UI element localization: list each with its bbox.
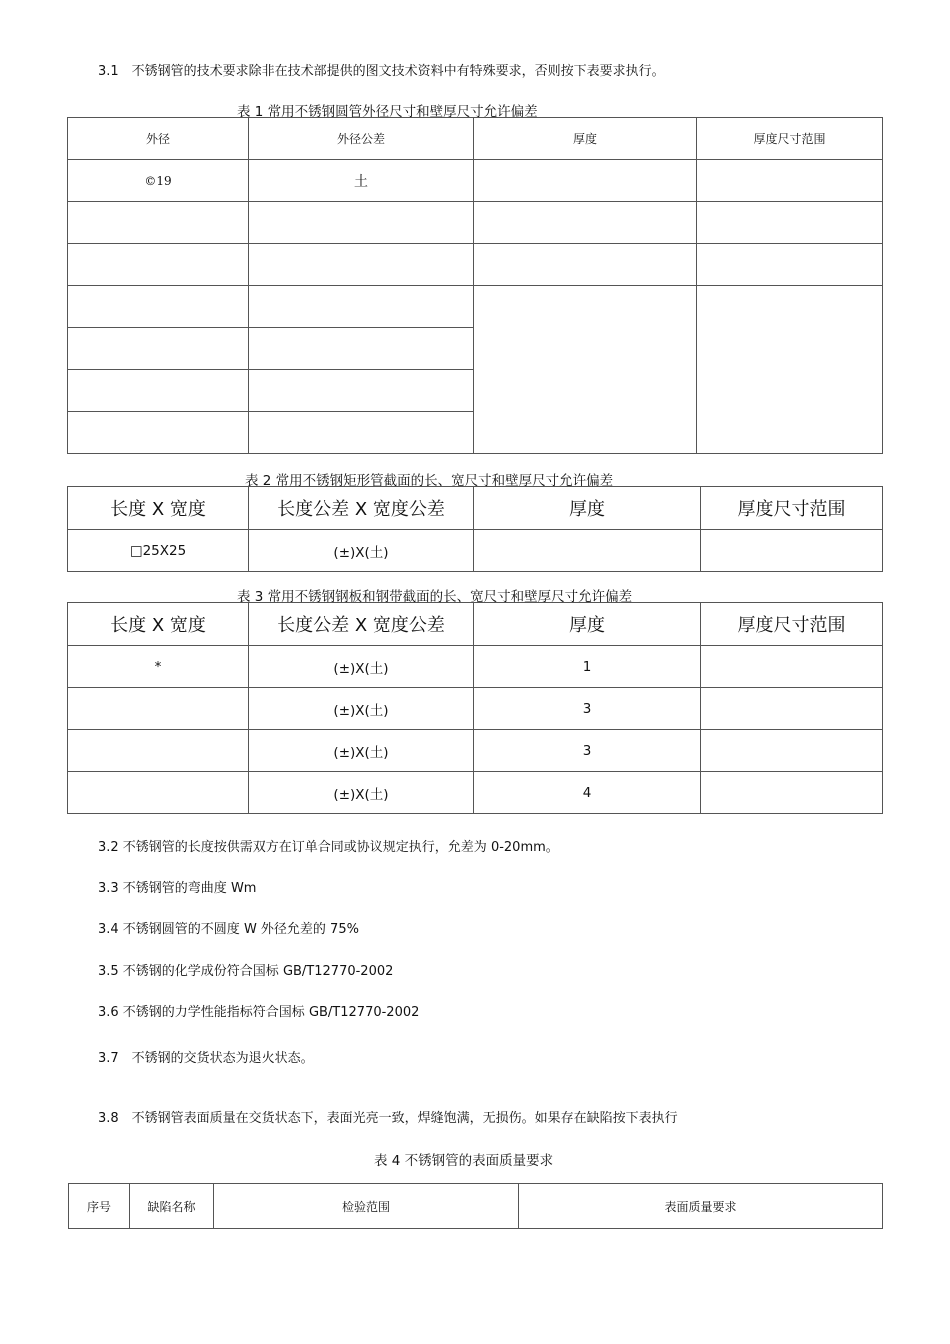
table3	[67, 602, 883, 814]
table-cell	[701, 646, 883, 688]
paragraph-3-3: 3.3 不锈钢管的弯曲度 Wm	[98, 881, 257, 896]
table-cell	[474, 244, 697, 286]
table-cell	[701, 688, 883, 730]
table-cell	[697, 244, 883, 286]
table1-header-thickness: 厚度	[474, 118, 697, 160]
table-row	[68, 286, 883, 328]
table-cell	[697, 160, 883, 202]
table-cell: (±)X(土)	[249, 688, 474, 730]
table4-header-defect-name: 缺陷名称	[130, 1184, 214, 1229]
table2-header-thickness: 厚度	[474, 487, 701, 530]
table-row	[68, 772, 883, 814]
table-cell: (±)X(土)	[249, 646, 474, 688]
paragraph-3-5: 3.5 不锈钢的化学成份符合国标 GB/T12770-2002	[98, 964, 394, 979]
table-cell	[474, 286, 697, 454]
table-cell	[249, 244, 474, 286]
table-cell	[249, 370, 474, 412]
table-cell	[68, 412, 249, 454]
table-cell	[697, 286, 883, 454]
table2-header-size: 长度 X 宽度	[68, 487, 249, 530]
table-cell: 1	[474, 646, 701, 688]
table1-caption: 表 1 常用不锈钢圆管外径尺寸和壁厚尺寸允许偏差	[237, 104, 538, 120]
table-cell: □25X25	[68, 530, 249, 572]
table-cell	[68, 772, 249, 814]
table-cell	[474, 202, 697, 244]
table-row	[69, 1184, 883, 1229]
table-cell	[474, 530, 701, 572]
paragraph-3-4: 3.4 不锈钢圆管的不圆度 W 外径允差的 75%	[98, 922, 359, 937]
table2	[67, 486, 883, 572]
table-row	[68, 530, 883, 572]
table-cell	[249, 286, 474, 328]
table2-header-tolerance: 长度公差 X 宽度公差	[249, 487, 474, 530]
table-cell: *	[68, 646, 249, 688]
table4	[68, 1183, 883, 1229]
table-row	[68, 646, 883, 688]
table-cell: 3	[474, 730, 701, 772]
table3-caption: 表 3 常用不锈钢钢板和钢带截面的长、宽尺寸和壁厚尺寸允许偏差	[237, 589, 633, 605]
table-row	[68, 202, 883, 244]
paragraph-3-6: 3.6 不锈钢的力学性能指标符合国标 GB/T12770-2002	[98, 1005, 420, 1020]
paragraph-3-7: 3.7 不锈钢的交货状态为退火状态。	[98, 1051, 314, 1066]
table-cell: (±)X(土)	[249, 530, 474, 572]
table-cell	[474, 160, 697, 202]
table-row	[68, 730, 883, 772]
paragraph-3-8: 3.8 不锈钢管表面质量在交货状态下，表面光亮一致，焊缝饱满，无损伤。如果存在缺陷按下表执行	[98, 1111, 678, 1126]
table-cell	[68, 688, 249, 730]
table4-header-index: 序号	[69, 1184, 130, 1229]
table1-header-thickness-range: 厚度尺寸范围	[697, 118, 883, 160]
table-cell	[68, 730, 249, 772]
table-row	[68, 603, 883, 646]
paragraph-3-1: 3.1 不锈钢管的技术要求除非在技术部提供的图文技术资料中有特殊要求，否则按下表要求执行。	[98, 64, 665, 79]
table1-header-od: 外径	[68, 118, 249, 160]
table4-header-surface-requirement: 表面质量要求	[519, 1184, 883, 1229]
table-row	[68, 244, 883, 286]
table-cell	[701, 772, 883, 814]
table-cell	[68, 202, 249, 244]
table3-header-thickness: 厚度	[474, 603, 701, 646]
table3-header-tolerance: 长度公差 X 宽度公差	[249, 603, 474, 646]
table-row	[68, 118, 883, 160]
table-cell	[68, 370, 249, 412]
table-row	[68, 160, 883, 202]
table-cell	[249, 202, 474, 244]
table-cell: ©19	[68, 160, 249, 202]
table-cell	[697, 202, 883, 244]
table2-caption: 表 2 常用不锈钢矩形管截面的长、宽尺寸和壁厚尺寸允许偏差	[245, 473, 614, 489]
table4-caption: 表 4 不锈钢管的表面质量要求	[374, 1153, 554, 1169]
paragraph-3-2: 3.2 不锈钢管的长度按供需双方在订单合同或协议规定执行，允差为 0-20mm。	[98, 840, 559, 855]
table-cell: 3	[474, 688, 701, 730]
table-cell: (±)X(土)	[249, 730, 474, 772]
table1-header-od-tol: 外径公差	[249, 118, 474, 160]
table3-header-thickness-range: 厚度尺寸范围	[701, 603, 883, 646]
table-cell	[701, 530, 883, 572]
table-cell: 土	[249, 160, 474, 202]
table1	[67, 117, 883, 454]
table-cell	[249, 328, 474, 370]
table3-header-size: 长度 X 宽度	[68, 603, 249, 646]
table-cell	[68, 328, 249, 370]
table-cell	[701, 730, 883, 772]
table2-header-thickness-range: 厚度尺寸范围	[701, 487, 883, 530]
table-cell: (±)X(土)	[249, 772, 474, 814]
table4-header-inspection-scope: 检验范围	[214, 1184, 519, 1229]
table-cell	[68, 286, 249, 328]
table-row	[68, 688, 883, 730]
table-cell: 4	[474, 772, 701, 814]
table-cell	[249, 412, 474, 454]
table-row	[68, 487, 883, 530]
table-cell	[68, 244, 249, 286]
